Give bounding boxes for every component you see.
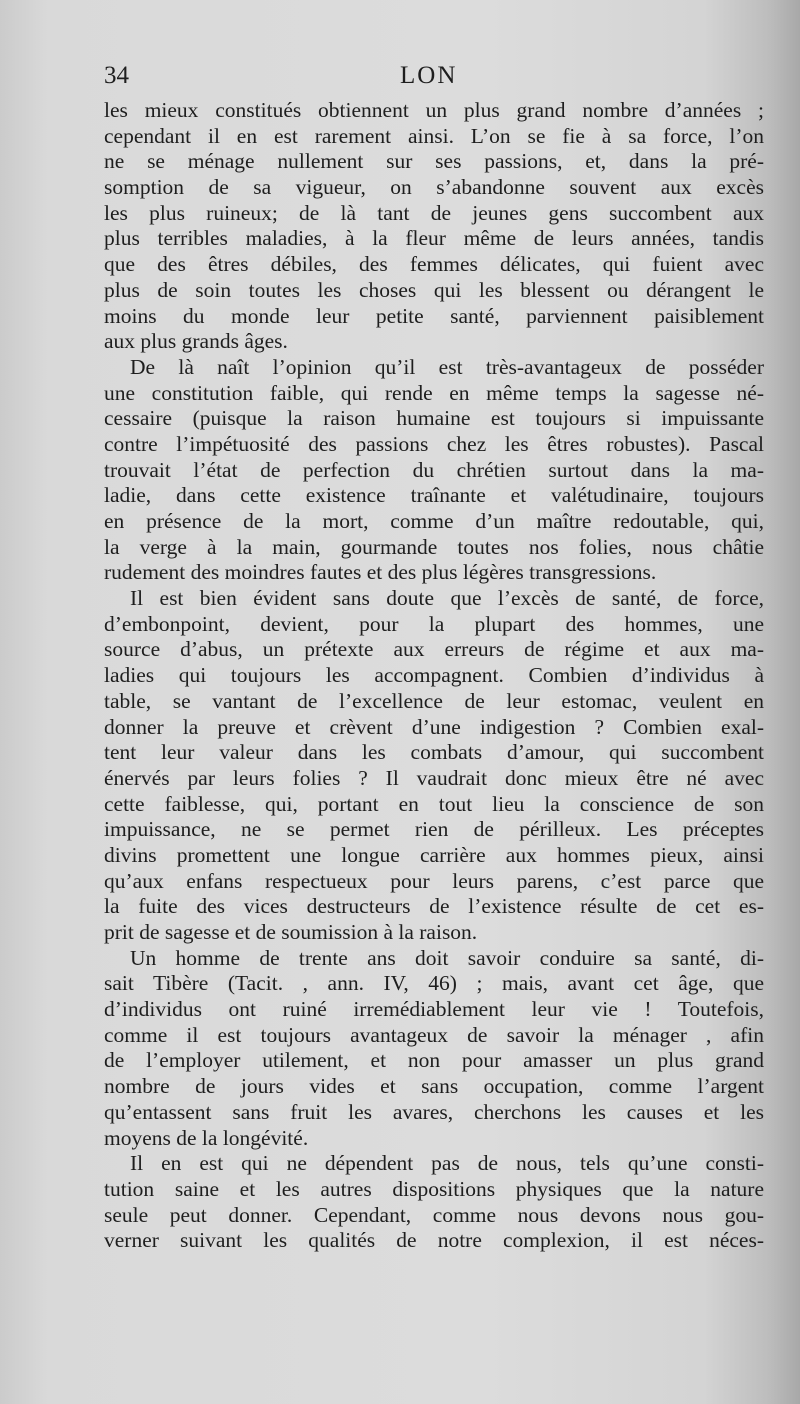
text-line: moyens de la longévité. [104,1125,309,1150]
text-line: d’individus ont ruiné irremédiablement leur vie ! Toutefois, [104,997,764,1022]
text-line: les plus ruineux; de là tant de jeunes gens succombent aux [104,200,764,225]
text-line: sait Tibère (Tacit. , ann. IV, 46) ; mais, avant cet âge, que [104,971,764,996]
text-line: plus terribles maladies, à la fleur même de leurs années, tandis [104,226,764,251]
text-line: verner suivant les qualités de notre complexion, il est néces- [104,1228,764,1253]
text-line: seule peut donner. Cependant, comme nous devons nous gou- [104,1202,764,1227]
text-line: ladie, dans cette existence traînante et valétudinaire, toujours [104,483,764,508]
text-line: Il en est qui ne dépendent pas de nous, tels qu’une consti- [130,1151,764,1176]
text-line: comme il est toujours avantageux de savoir la ménager , afin [104,1022,764,1047]
text-line: divins promettent une longue carrière aux hommes pieux, ainsi [104,842,764,867]
page-header [104,62,764,96]
text-line: prit de sagesse et de soumission à la raison. [104,920,478,944]
text-line: tution saine et les autres dispositions physiques que la nature [104,1176,764,1201]
text-line: Un homme de trente ans doit savoir conduire sa santé, di- [130,945,764,970]
text-line: impuissance, ne se permet rien de périlleux. Les préceptes [104,817,764,842]
text-line: énervés par leurs folies ? Il vaudrait donc mieux être né avec [104,765,764,790]
text-line: aux plus grands âges. [104,329,288,354]
text-line: de l’employer utilement, et non pour amasser un plus grand [104,1048,764,1073]
text-line: cessaire (puisque la raison humaine est toujours si impuissante [104,406,764,431]
text-line: rudement des moindres fautes et des plus légères transgressions. [104,560,657,585]
text-line: cependant il en est rarement ainsi. L’on se fie à sa force, l’on [104,123,764,148]
page-number: 34 [104,62,129,89]
text-line: De là naît l’opinion qu’il est très-avantageux de posséder [130,354,764,379]
text-line: table, se vantant de l’excellence de leur estomac, veulent en [104,688,764,713]
text-line: la fuite des vices destructeurs de l’existence résulte de cet es- [104,894,764,919]
text-line: plus de soin toutes les choses qui les blessent ou dérangent le [104,277,764,302]
text-line: source d’abus, un prétexte aux erreurs de régime et aux ma- [104,637,764,662]
text-line: une constitution faible, qui rende en même temps la sagesse né- [104,380,764,405]
text-line: qu’aux enfans respectueux pour leurs parens, c’est parce que [104,868,764,893]
text-line: en présence de la mort, comme d’un maître redoutable, qui, [104,509,764,533]
text-line: moins du monde leur petite santé, parviennent paisiblement [104,303,764,328]
text-line: les mieux constitués obtiennent un plus grand nombre d’années ; [104,98,764,122]
text-line: contre l’impétuosité des passions chez les êtres robustes). Pascal [104,431,764,456]
text-line: donner la preuve et crèvent d’une indigestion ? Combien exal- [104,714,764,739]
text-line: que des êtres débiles, des femmes délicates, qui fuient avec [104,252,764,277]
text-line: la verge à la main, gourmande toutes nos folies, nous châtie [104,534,764,559]
text-line: Il est bien évident sans doute que l’excès de santé, de force, [130,586,764,611]
running-head: LON [400,62,458,89]
text-line: nombre de jours vides et sans occupation, comme l’argent [104,1074,764,1099]
text-line: cette faiblesse, qui, portant en tout lieu la conscience de son [104,791,764,816]
text-line: somption de sa vigueur, on s’abandonne souvent aux excès [104,175,764,200]
text-line: ne se ménage nullement sur ses passions, et, dans la pré- [104,149,764,174]
text-line: tent leur valeur dans les combats d’amour, qui succombent [104,740,764,765]
text-line: d’embonpoint, devient, pour la plupart des hommes, une [104,611,764,636]
text-line: trouvait l’état de perfection du chrétien surtout dans la ma- [104,457,764,482]
text-line: ladies qui toujours les accompagnent. Combien d’individus à [104,663,764,688]
body-text [104,98,764,1254]
text-line: qu’entassent sans fruit les avares, cherchons les causes et les [104,1099,764,1124]
